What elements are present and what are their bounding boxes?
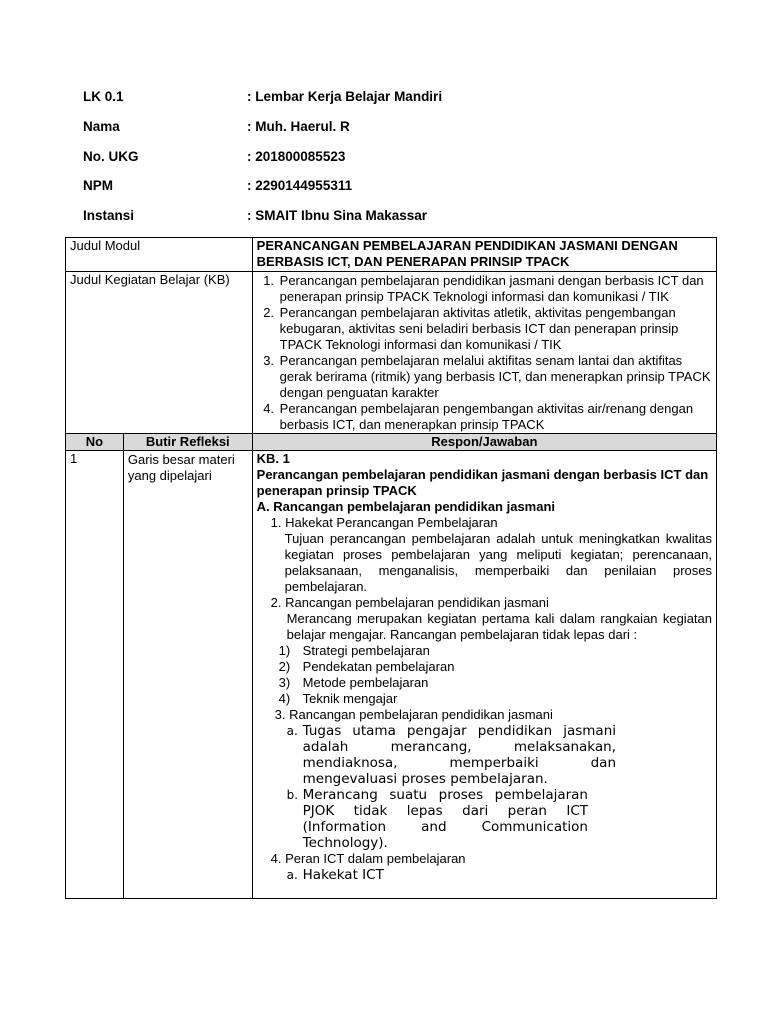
point-3-list [257,723,712,851]
header-value: : 2290144955311 [247,178,353,193]
point-1-text: Tujuan perancangan pembelajaran adalah untuk meningkatkan kwalitas kegiatan proses pembelajaran yang meliputi kegiatan; perencanaan, pelaksanaan, menganalisis, memperbaiki dan penilaian proses pembelajaran. [284,531,712,594]
list-item: b. Merancang suatu proses pembelajaran PJOK tidak lepas dari peran ICT (Information and Communication Technology). [286,787,588,851]
col-header-butir: Butir Refleksi [123,434,252,451]
section-a-heading: A. Rancangan pembelajaran pendidikan jasmani [256,499,556,514]
row-judul-kb [66,272,717,434]
worksheet-table [65,237,717,899]
col-header-no: No [66,434,124,451]
header-row-nama [83,119,350,134]
point-2-text: Merancang merupakan kegiatan pertama kali dalam rangkaian kegiatan belajar mengajar. Rancangan pembelajaran tidak lepas dari : [286,611,712,642]
table-header-row [66,434,717,451]
header-label: Instansi [83,208,135,223]
list-item: 2. Perancangan pembelajaran aktivitas atletik, aktivitas pengembangan kebugaran, aktivitas seni beladiri berbasis ICT dan penerapan prinsip TPACK Teknologi informasi dan komunikasi / TIK [278,305,712,353]
judul-kb-label: Judul Kegiatan Belajar (KB) [66,272,253,434]
judul-modul-label: Judul Modul [66,238,253,272]
list-item: 2) Pendekatan pembelajaran [278,659,455,674]
row-judul-modul [66,238,717,272]
judul-kb-cell [252,272,716,434]
list-item: 3. Perancangan pembelajaran melalui aktifitas senam lantai dan aktifitas gerak berirama (ritmik) yang berbasis ICT, dan menerapkan prinsip TPACK dengan penguatan karakter [278,353,712,401]
header-label: Nama [83,119,120,134]
kb-subtitle: Perancangan pembelajaran pendidikan jasmani dengan berbasis ICT dan penerapan prinsip TPACK [256,467,709,498]
list-item: 1) Strategi pembelajaran [278,643,430,658]
point-3-title: 3. Rancangan pembelajaran pendidikan jasmani [274,707,553,722]
header-value: : SMAIT Ibnu Sina Makassar [247,208,428,223]
row-butir: Garis besar materi yang dipelajari [123,451,252,899]
row-number: 1 [66,451,124,899]
list-item: 3) Metode pembelajaran [278,675,429,690]
judul-modul-value: PERANCANGAN PEMBELAJARAN PENDIDIKAN JASMANI DENGAN BERBASIS ICT, DAN PENERAPAN PRINSIP TPACK [252,238,716,272]
point-2-list [257,643,712,707]
point-1-title: 1. Hakekat Perancangan Pembelajaran [270,515,498,530]
kb-title: KB. 1 [256,451,290,466]
header-label: NPM [83,178,113,193]
header-label: LK 0.1 [83,89,124,104]
header-value: : 201800085523 [247,149,346,164]
header-row-instansi [83,208,428,223]
header-row-npm [83,178,353,193]
list-item: a. Tugas utama pengajar pendidikan jasmani adalah merancang, melaksanakan, mendiaknosa, memperbaiki dan mengevaluasi proses pembelajaran. [286,723,616,787]
list-item: a. Hakekat ICT [286,867,384,883]
response-cell [252,451,716,899]
list-item: 1. Perancangan pembelajaran pendidikan jasmani dengan berbasis ICT dan penerapan prinsip TPACK Teknologi informasi dan komunikasi / TIK [278,273,712,305]
point-2-title: 2. Rancangan pembelajaran pendidikan jasmani [270,595,549,610]
point-4-list [257,867,712,883]
header-row-ukg [83,149,346,164]
header-row-lk [83,89,443,104]
col-header-respon: Respon/Jawaban [252,434,716,451]
list-item: 4. Perancangan pembelajaran pengembangan aktivitas air/renang dengan berbasis ICT, dan menerapkan prinsip TPACK [278,401,712,433]
list-item: 4) Teknik mengajar [278,691,398,706]
header-label: No. UKG [83,149,139,164]
header-value: : Muh. Haerul. R [247,119,350,134]
table-row [66,451,717,899]
judul-kb-list [257,273,712,433]
header-value: : Lembar Kerja Belajar Mandiri [247,89,443,104]
point-4-title: 4. Peran ICT dalam pembelajaran [270,851,466,866]
